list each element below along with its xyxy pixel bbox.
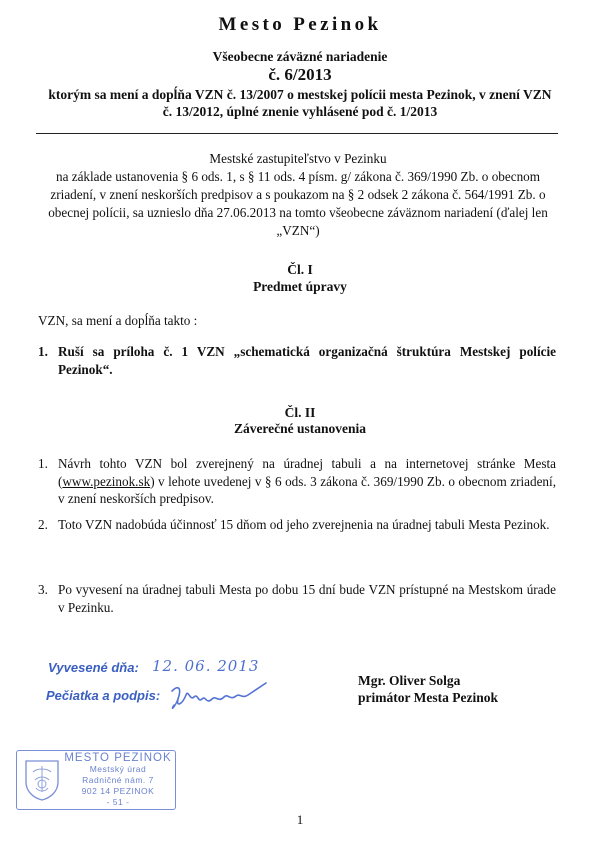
article-2-item-1 — [38, 455, 556, 508]
item-text-start: Návrh tohto VZN bol zverejnený na úradnej tabuli a na internetovej stránke Mesta ( — [58, 456, 556, 489]
article-1-title: Predmet úpravy — [253, 279, 347, 294]
article-2-title: Záverečné ustanovenia — [233, 421, 367, 436]
list-item — [38, 516, 556, 534]
article-1-items — [38, 343, 556, 378]
preamble-heading: Mestské zastupiteľstvo v Pezinku — [209, 151, 387, 166]
document-subject — [30, 86, 570, 120]
list-item — [38, 343, 556, 378]
article-2-item-2 — [38, 516, 556, 534]
stamp-line-3: Radničné nám. 7 — [82, 775, 154, 785]
item-number: 2. — [38, 517, 48, 532]
list-item — [38, 581, 556, 616]
official-stamp — [16, 750, 176, 810]
posted-date-handwritten: 12. 06. 2013 — [152, 657, 260, 675]
article-1-intro: VZN, sa mení a dopĺňa takto : — [38, 313, 198, 328]
subject-line-1: ktorým sa mení a dopĺňa VZN č. 13/2007 o mestskej polícii mesta Pezinok, v znení VZN — [48, 87, 552, 102]
stamp-line-1: MESTO PEZINOK — [64, 752, 172, 764]
signature-block — [358, 672, 498, 706]
signatory-name: Mgr. Oliver Solga — [358, 673, 461, 688]
stamp-text — [63, 753, 173, 808]
stamp-line-5: - 51 - — [106, 797, 130, 807]
article-2-number: Čl. II — [284, 405, 316, 420]
handwritten-signature-icon — [168, 679, 278, 713]
item-text-end: ) v lehote uvedenej v § 6 ods. 3 zákona č. 369/1990 Zb. o obecnom zriadení, v znení neskorších predpisov. — [58, 473, 556, 506]
page-number: 1 — [296, 812, 304, 827]
document-type: Všeobecne záväzné nariadenie — [212, 49, 388, 64]
signatory-title: primátor Mesta Pezinok — [358, 690, 498, 705]
item-text: Toto VZN nadobúda účinnosť 15 dňom od jeho zverejnenia na úradnej tabuli Mesta Pezinok. — [58, 517, 550, 532]
stamp-line-4: 902 14 PEZINOK — [81, 786, 155, 796]
document-number: č. 6/2013 — [268, 65, 332, 84]
article-2-item-3 — [38, 581, 556, 616]
article-1-number: Čl. I — [287, 262, 313, 277]
item-number: 1. — [38, 344, 48, 359]
preamble — [34, 150, 562, 240]
website-link[interactable]: www.pezinok.sk — [62, 473, 151, 489]
item-text: Ruší sa príloha č. 1 VZN „schematická organizačná štruktúra Mestskej polície Pezinok“. — [58, 344, 556, 377]
subject-line-2: č. 13/2012, úplné znenie vyhlásené pod č. 1/2013 — [162, 104, 438, 119]
list-item — [38, 455, 556, 508]
item-number: 3. — [38, 582, 48, 597]
stamp-line-2: Mestský úrad — [89, 764, 147, 774]
stamp-and-signature-label: Pečiatka a podpis: — [46, 688, 161, 703]
posted-label: Vyvesené dňa: — [48, 660, 139, 675]
item-number: 1. — [38, 456, 48, 471]
preamble-text: na základe ustanovenia § 6 ods. 1, s § 11 ods. 4 písm. g/ zákona č. 369/1990 Zb. o obecnom zriadení, v znení neskorších predpisov a s poukazom na § 2 odsek 2 zákona č. 564/1991 Zb. o obecnej polícii, sa uznieslo dňa 27.06.2013 na tomto všeobecne záväznom nariadení (ďalej len „VZN“) — [48, 169, 548, 238]
item-text: Po vyvesení na úradnej tabuli Mesta po dobu 15 dní bude VZN prístupné na Mestskom úrade v Pezinku. — [58, 582, 556, 615]
header-divider — [36, 133, 558, 134]
town-name: Mesto Pezinok — [218, 14, 382, 35]
coat-of-arms-icon — [23, 758, 61, 802]
